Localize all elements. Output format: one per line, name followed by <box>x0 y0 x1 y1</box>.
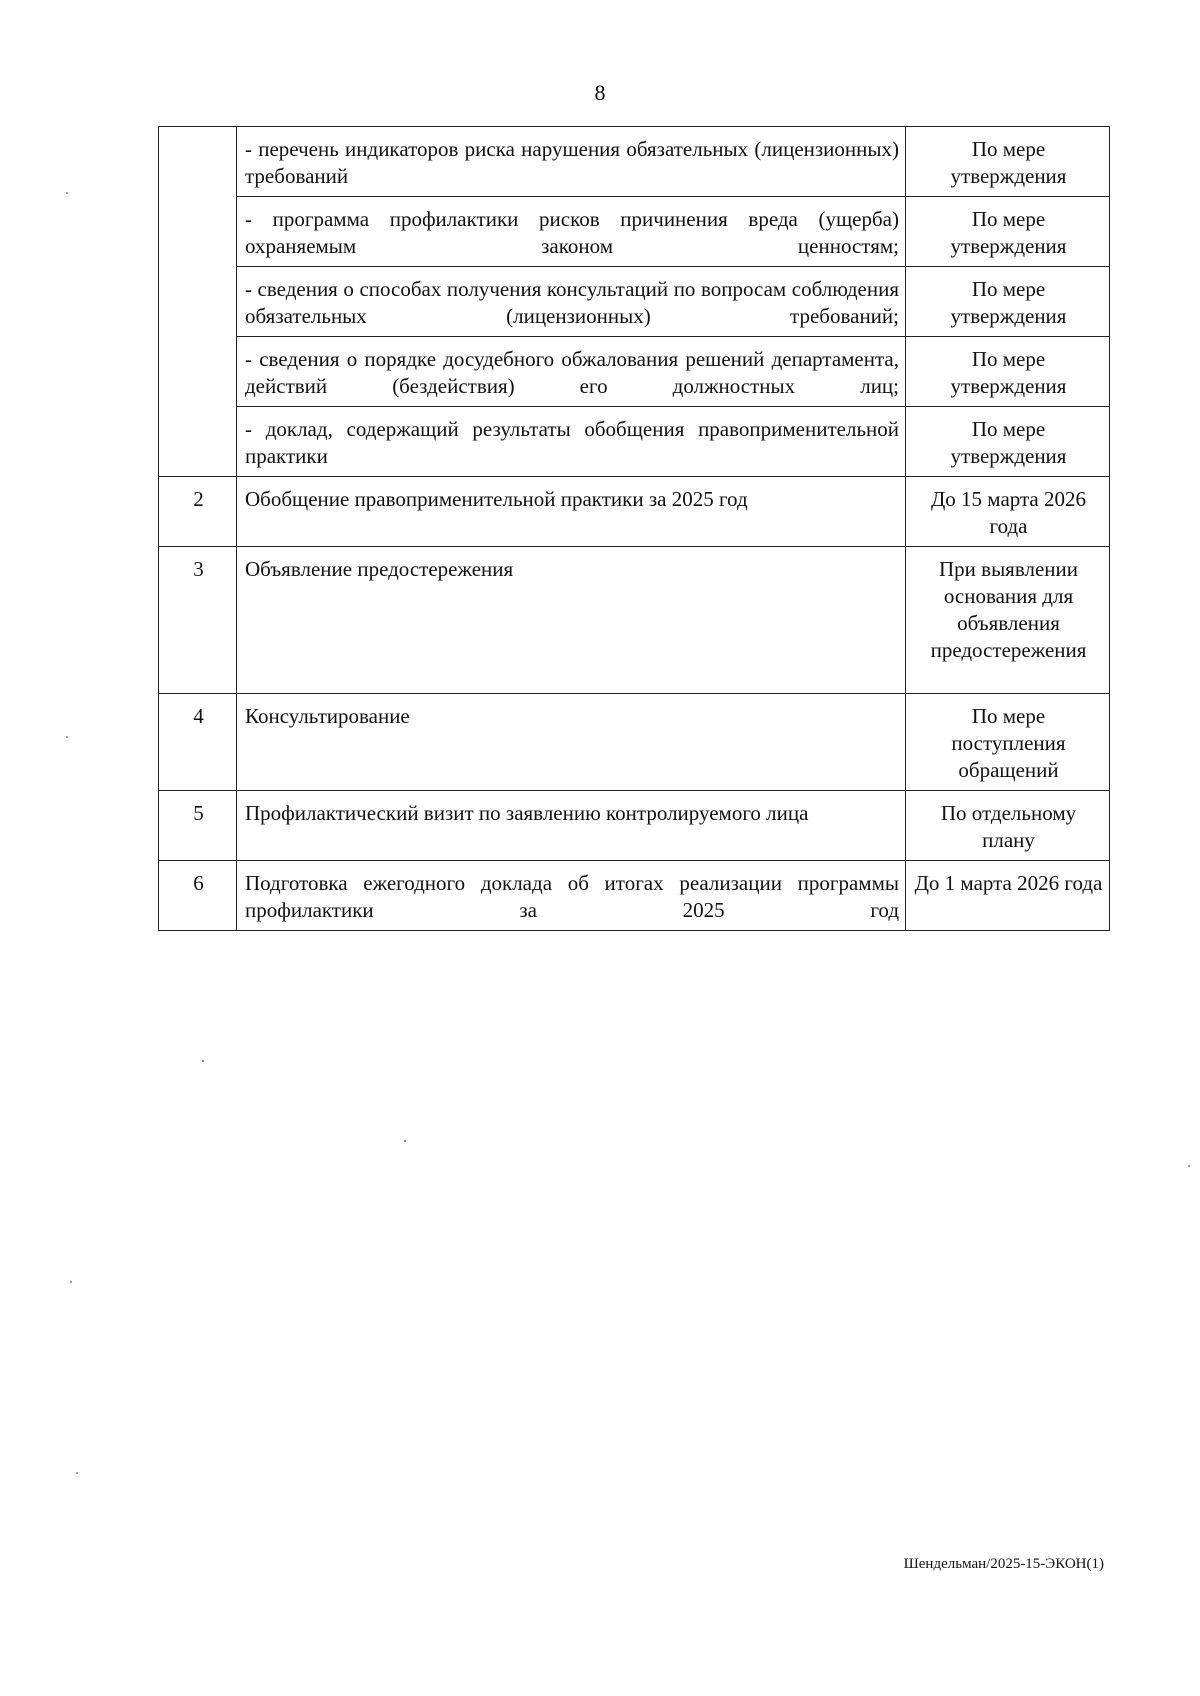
scan-speck <box>404 1140 406 1142</box>
table-row <box>159 477 1110 547</box>
table-row <box>159 407 1110 477</box>
table-row <box>159 267 1110 337</box>
measure-term: До 1 марта 2026 года <box>906 861 1110 931</box>
scan-speck <box>70 1281 72 1283</box>
measure-description: Обобщение правоприменительной практики за 2025 год <box>237 477 906 547</box>
measure-term: По мере поступления обращений <box>906 694 1110 791</box>
measure-description: - программа профилактики рисков причинения вреда (ущерба) охраняемым законом ценностям; <box>237 197 906 267</box>
scan-speck <box>66 192 68 194</box>
table-row <box>159 861 1110 931</box>
row-number-cell <box>159 127 237 477</box>
measure-term: По отдельному плану <box>906 791 1110 861</box>
measure-term: По мере утверждения <box>906 197 1110 267</box>
page-number: 8 <box>594 80 606 105</box>
measure-term: При выявлении основания для объявления предостережения <box>906 547 1110 694</box>
measure-description: Консультирование <box>237 694 906 791</box>
measure-description: Профилактический визит по заявлению контролируемого лица <box>237 791 906 861</box>
measure-description: - сведения о способах получения консультаций по вопросам соблюдения обязательных (лицензионных) требований; <box>237 267 906 337</box>
scan-speck <box>202 1060 204 1062</box>
measure-description: - доклад, содержащий результаты обобщения правоприменительной практики <box>237 407 906 477</box>
table-row <box>159 547 1110 694</box>
measure-description: Объявление предостережения <box>237 547 906 694</box>
row-number-cell: 3 <box>159 547 237 694</box>
table-row <box>159 337 1110 407</box>
measure-term: По мере утверждения <box>906 127 1110 197</box>
table-row <box>159 791 1110 861</box>
table-row <box>159 127 1110 197</box>
document-code: Шендельман/2025-15-ЭКОН(1) <box>903 1556 1104 1572</box>
row-number-cell: 2 <box>159 477 237 547</box>
table-row <box>159 197 1110 267</box>
measure-description: - перечень индикаторов риска нарушения обязательных (лицензионных) требований <box>237 127 906 197</box>
measure-term: По мере утверждения <box>906 337 1110 407</box>
row-number-cell: 4 <box>159 694 237 791</box>
measure-term: До 15 марта 2026 года <box>906 477 1110 547</box>
row-number-cell: 5 <box>159 791 237 861</box>
scan-speck <box>76 1472 78 1474</box>
measure-description: Подготовка ежегодного доклада об итогах реализации программы профилактики за 2025 год <box>237 861 906 931</box>
scan-speck <box>66 736 68 738</box>
scan-speck <box>1188 1165 1190 1167</box>
measure-term: По мере утверждения <box>906 407 1110 477</box>
row-number-cell: 6 <box>159 861 237 931</box>
table-row <box>159 694 1110 791</box>
measure-term: По мере утверждения <box>906 267 1110 337</box>
prevention-plan-table <box>158 126 1110 931</box>
measure-description: - сведения о порядке досудебного обжалования решений департамента, действий (бездействия) его должностных лиц; <box>237 337 906 407</box>
